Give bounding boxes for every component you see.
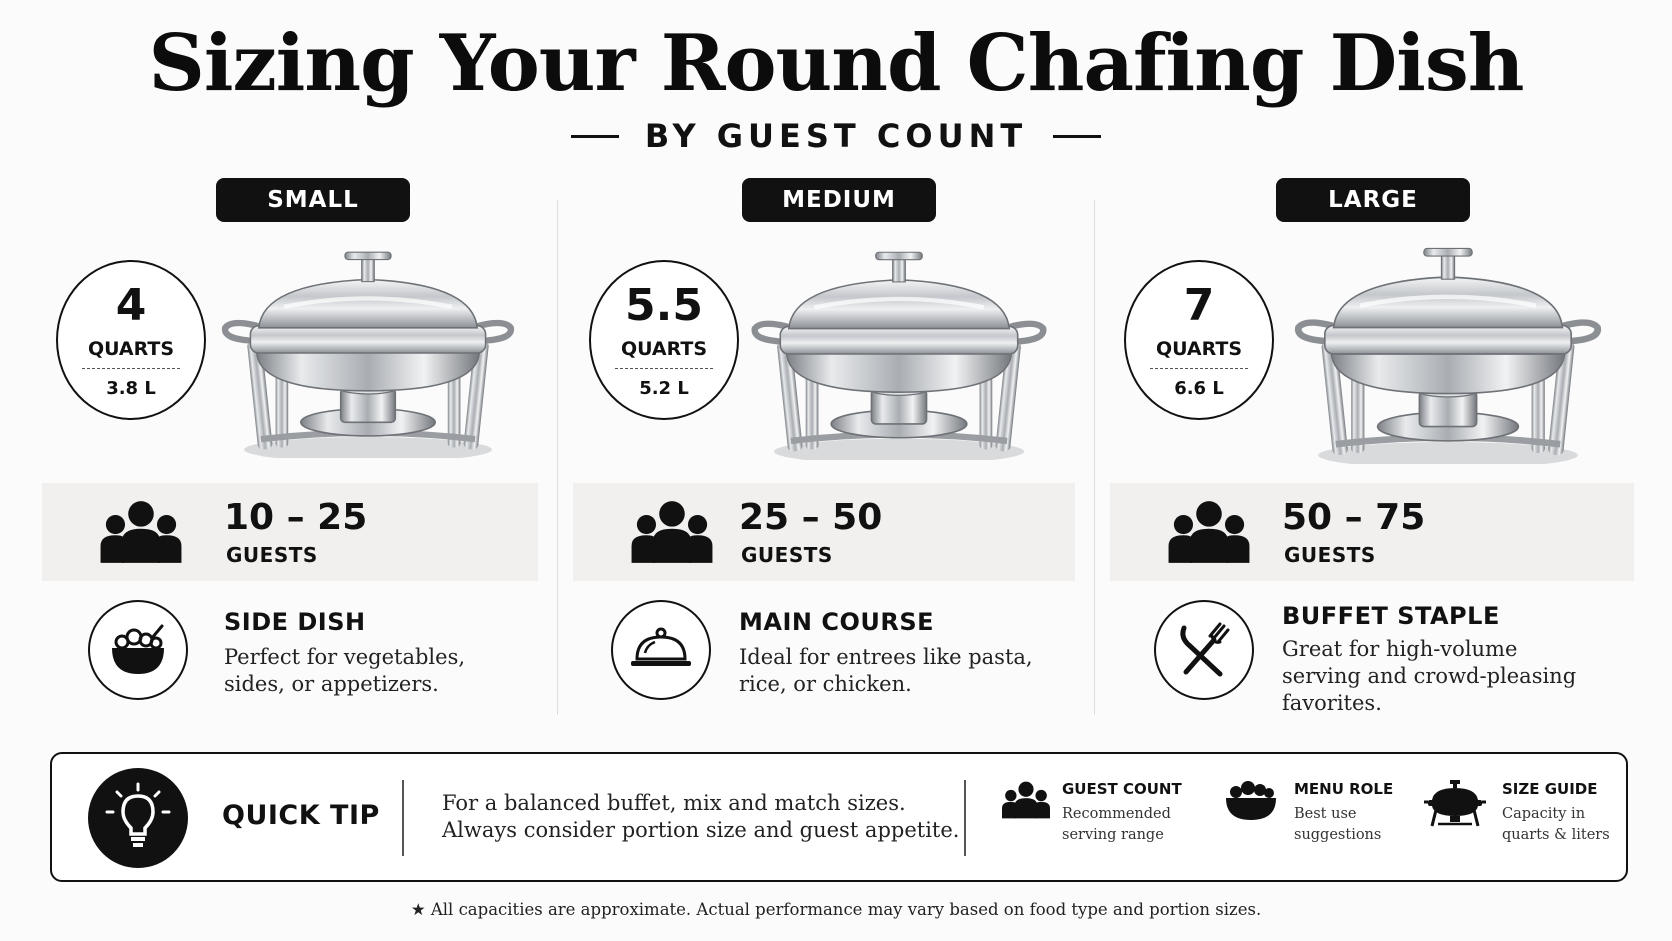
description-line: sides, or appetizers. [224, 672, 439, 696]
menu-role-badge [611, 600, 711, 700]
size-pill: SMALL [216, 178, 410, 222]
size-column-small [40, 178, 560, 723]
legend-description [1502, 804, 1610, 846]
description-line: serving and crowd-pleasing [1282, 664, 1577, 688]
chafing-dish-image [1280, 244, 1616, 464]
salad-bowl-icon [108, 624, 168, 676]
quick-tip-label: QUICK TIP [222, 800, 380, 831]
capacity-liters: 5.2 L [639, 378, 689, 399]
description-line: Great for high-volume [1282, 637, 1518, 661]
capacity-separator [615, 368, 713, 369]
people-icon [1002, 780, 1050, 820]
capacity-liters: 6.6 L [1174, 378, 1224, 399]
legend-description [1062, 804, 1171, 846]
cloche-icon [629, 627, 693, 673]
column-divider [1094, 200, 1095, 715]
capacity-number: 5.5 [625, 280, 703, 331]
tip-divider [964, 780, 966, 856]
guest-label: GUESTS [1284, 543, 1376, 567]
subtitle [0, 117, 1672, 155]
chafing-dish-image [741, 248, 1057, 460]
lightbulb-badge [88, 768, 188, 868]
size-pill: MEDIUM [742, 178, 936, 222]
description-line: Perfect for vegetables, [224, 645, 466, 669]
description-line: rice, or chicken. [739, 672, 912, 696]
menu-role-description [1282, 636, 1576, 717]
subtitle-rule-right [1053, 135, 1101, 138]
legend-title: GUEST COUNT [1062, 780, 1182, 798]
capacity-badge [56, 260, 206, 420]
people-icon [1168, 499, 1250, 565]
guest-label: GUESTS [226, 543, 318, 567]
legend-description-line: suggestions [1294, 827, 1382, 843]
quick-tip-panel [50, 752, 1628, 882]
description-line: favorites. [1282, 691, 1382, 715]
people-icon [100, 499, 182, 565]
legend-description-line: serving range [1062, 827, 1164, 843]
menu-role-title: MAIN COURSE [739, 608, 934, 636]
chafing-dish-icon [1424, 780, 1486, 828]
fork-knife-icon [1176, 622, 1232, 678]
menu-role-title: SIDE DISH [224, 608, 366, 636]
tip-divider [402, 780, 404, 856]
size-column-large [1110, 178, 1640, 723]
size-pill: LARGE [1276, 178, 1470, 222]
capacity-separator [82, 368, 180, 369]
menu-role-title: BUFFET STAPLE [1282, 602, 1500, 630]
menu-role-badge [88, 600, 188, 700]
guest-label: GUESTS [741, 543, 833, 567]
capacity-unit: QUARTS [87, 338, 175, 360]
legend-description-line: Recommended [1062, 806, 1171, 822]
guest-range: 10 – 25 [224, 497, 368, 538]
menu-role-description [224, 644, 465, 698]
guest-count-band [1110, 483, 1634, 581]
guest-count-band [573, 483, 1075, 581]
footnote: ★ All capacities are approximate. Actual performance may vary based on food type and portion sizes. [410, 900, 1262, 919]
guest-range: 50 – 75 [1282, 497, 1426, 538]
capacity-number: 7 [1183, 280, 1215, 331]
capacity-badge [1124, 260, 1274, 420]
capacity-liters: 3.8 L [106, 378, 156, 399]
tip-line: Always consider portion size and guest appetite. [442, 818, 960, 842]
legend-description-line: Best use [1294, 806, 1357, 822]
menu-role-badge [1154, 600, 1254, 700]
people-icon [631, 499, 713, 565]
capacity-badge [589, 260, 739, 420]
legend-title: MENU ROLE [1294, 780, 1394, 798]
description-line: Ideal for entrees like pasta, [739, 645, 1033, 669]
capacity-separator [1150, 368, 1248, 369]
menu-role-description [739, 644, 1033, 698]
page-title: Sizing Your Round Chafing Dish [148, 18, 1524, 109]
capacity-number: 4 [115, 280, 147, 331]
food-bowl-icon [1224, 780, 1278, 822]
quick-tip-text [442, 790, 959, 844]
subtitle-text: BY GUEST COUNT [644, 117, 1028, 155]
chafing-dish-image [218, 248, 518, 458]
size-column-medium [573, 178, 1093, 723]
legend-description-line: Capacity in [1502, 806, 1586, 822]
guest-count-band [42, 483, 538, 581]
capacity-unit: QUARTS [620, 338, 708, 360]
legend-title: SIZE GUIDE [1502, 780, 1598, 798]
legend-description [1294, 804, 1381, 846]
lightbulb-icon [103, 782, 173, 854]
subtitle-rule-left [571, 135, 619, 138]
legend-description-line: quarts & liters [1502, 827, 1610, 843]
guest-range: 25 – 50 [739, 497, 883, 538]
capacity-unit: QUARTS [1155, 338, 1243, 360]
tip-line: For a balanced buffet, mix and match sizes. [442, 791, 906, 815]
